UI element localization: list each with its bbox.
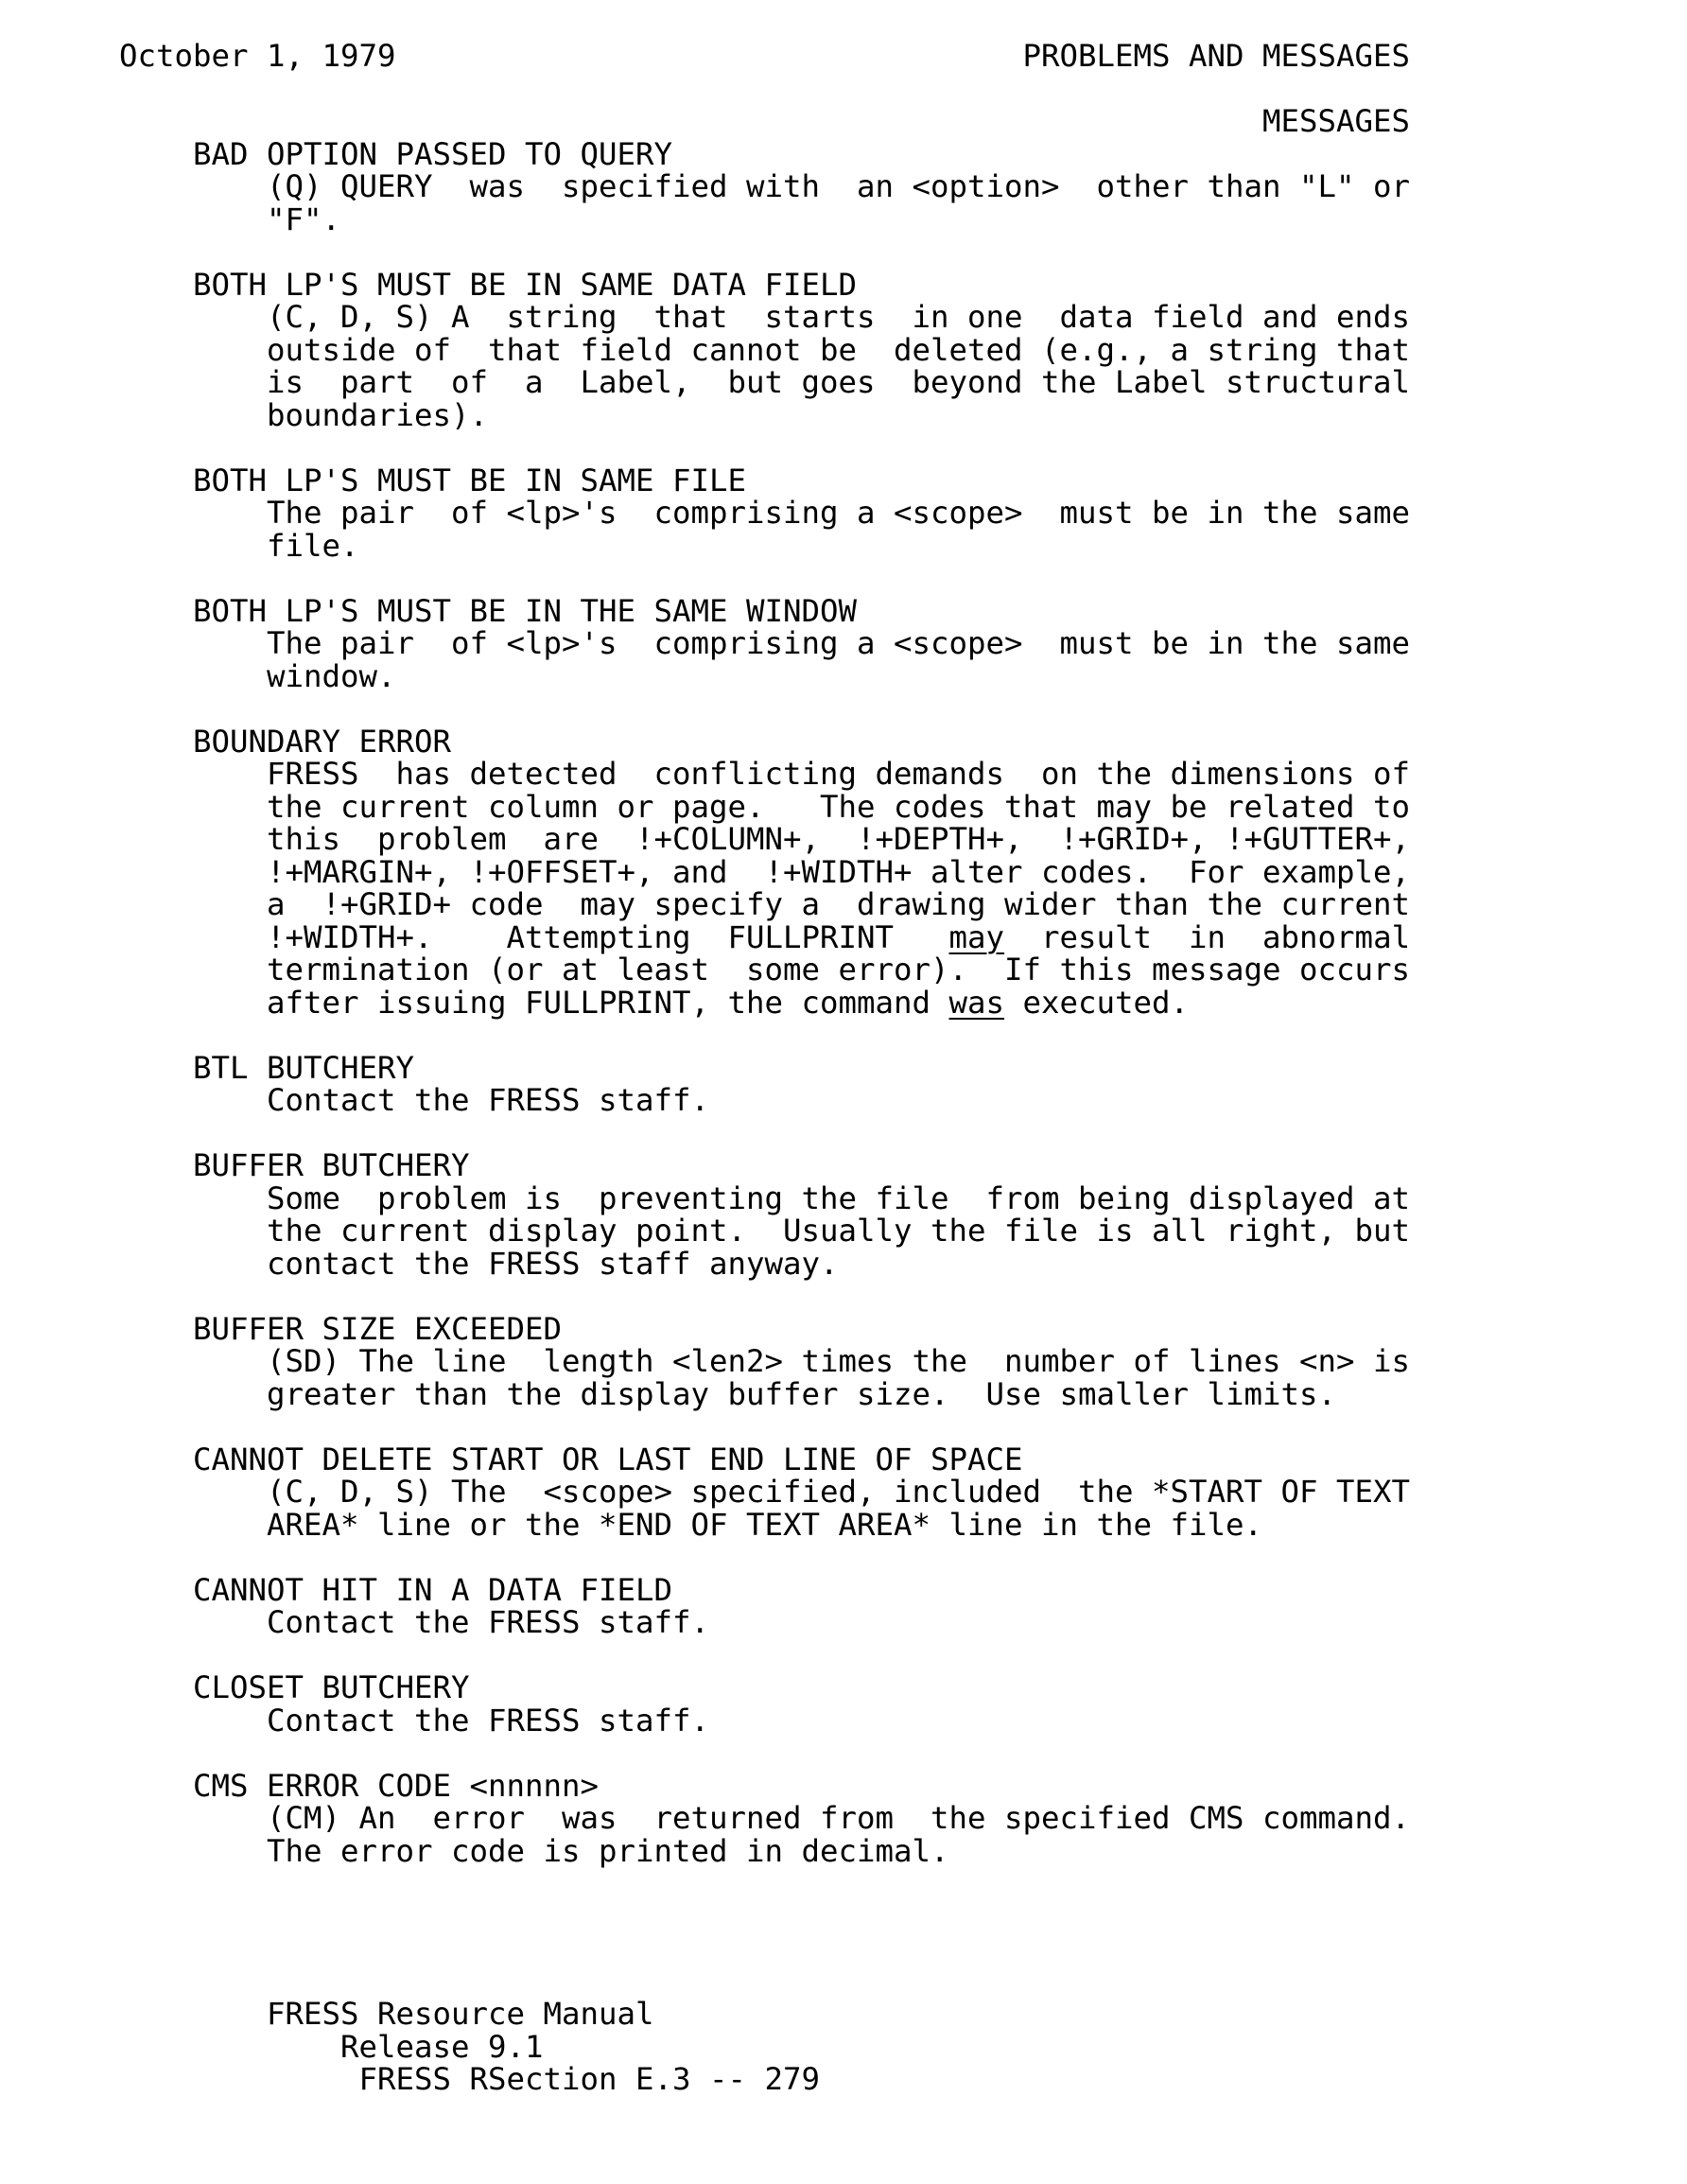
message-body-line: AREA* line or the *END OF TEXT AREA* line in the file. (267, 1506, 1263, 1543)
entries (119, 135, 1687, 1900)
footer-manual-title: FRESS Resource Manual (267, 1996, 654, 2032)
footer-section-page: FRESS RSection E.3 -- 279 (358, 2061, 821, 2097)
blank-line (119, 431, 1687, 464)
underlined-word: may (948, 918, 1005, 955)
page-header-row-2 (119, 73, 1411, 139)
header-date: October 1, 1979 (119, 38, 396, 74)
blank-line (119, 1639, 1687, 1672)
message-title: BUFFER BUTCHERY (193, 1147, 470, 1183)
message-title: BAD OPTION PASSED TO QUERY (193, 135, 673, 172)
blank-line (119, 236, 1687, 269)
message-body-line: this problem are !+COLUMN+, !+DEPTH+, !+GRID+, !+GUTTER+, (267, 821, 1411, 857)
message-body-line: (C, D, S) A string that starts in one data field and ends (267, 299, 1411, 335)
message-body-line: Contact the FRESS staff. (267, 1702, 710, 1738)
message-title: CANNOT HIT IN A DATA FIELD (193, 1571, 673, 1608)
header-title-line1: PROBLEMS AND MESSAGES (1022, 38, 1411, 74)
blank-line (119, 105, 1687, 138)
message-body-line: The error code is printed in decimal. (267, 1832, 949, 1869)
message-body-line: the current column or page. The codes that may be related to (267, 788, 1411, 825)
message-body-line: (C, D, S) The <scope> specified, included the *START OF TEXT (267, 1474, 1411, 1510)
message-body-line: !+WIDTH+. Attempting FULLPRINT may result in abnormal (267, 918, 1411, 955)
message-body-line: !+MARGIN+, !+OFFSET+, and !+WIDTH+ alter codes. For example, (267, 853, 1411, 890)
message-body-line: The pair of <lp>'s comprising a <scope> must be in the same (267, 495, 1411, 531)
page-header-row-1 (119, 40, 1410, 73)
message-body-line: termination (or at least some error). If this message occurs (267, 952, 1411, 987)
message-title: CANNOT DELETE START OR LAST END LINE OF SPACE (193, 1441, 1023, 1477)
footer-release: Release 9.1 (340, 2028, 544, 2065)
blank-line (119, 1117, 1687, 1150)
message-body-line: boundaries). (267, 396, 489, 433)
message-title: CMS ERROR CODE <nnnnn> (193, 1767, 600, 1804)
page-footer (119, 1966, 1687, 2097)
blank-line (119, 1737, 1687, 1770)
message-body-line: a !+GRID+ code may specify a drawing wider than the current (267, 886, 1411, 922)
message-title: BOUNDARY ERROR (193, 723, 452, 760)
message-body-line: outside of that field cannot be deleted (e.g., a string that (267, 331, 1411, 368)
message-body-line: Contact the FRESS staff. (267, 1082, 710, 1118)
blank-line (119, 692, 1687, 725)
blank-line (119, 1541, 1687, 1574)
blank-line (119, 1280, 1687, 1313)
message-title: BOTH LP'S MUST BE IN SAME DATA FIELD (193, 266, 858, 303)
message-body-line: the current display point. Usually the file is all right, but (267, 1213, 1411, 1249)
message-title: BOTH LP'S MUST BE IN SAME FILE (193, 462, 747, 498)
message-body-line: FRESS has detected conflicting demands on the dimensions of (267, 756, 1411, 792)
message-title: BUFFER SIZE EXCEEDED (193, 1310, 563, 1347)
blank-line (119, 1867, 1687, 1900)
message-body-line: "F". (267, 201, 341, 237)
message-body-line: (CM) An error was returned from the specified CMS command. (267, 1800, 1411, 1836)
message-body-line: (Q) QUERY was specified with an <option> other than "L" or (267, 168, 1411, 204)
blank-line (119, 562, 1687, 595)
blank-line (119, 1019, 1687, 1052)
message-body-line: contact the FRESS staff anyway. (267, 1245, 839, 1282)
message-title: BTL BUTCHERY (193, 1049, 415, 1086)
message-body-line: file. (267, 527, 359, 564)
underlined-word: was (948, 984, 1005, 1021)
message-title: CLOSET BUTCHERY (193, 1669, 470, 1705)
message-body-line: Contact the FRESS staff. (267, 1604, 710, 1640)
header-title-line2: MESSAGES (1262, 103, 1411, 139)
message-title: BOTH LP'S MUST BE IN THE SAME WINDOW (193, 592, 858, 629)
message-body-line: window. (267, 657, 396, 694)
message-body-line: after issuing FULLPRINT, the command was executed. (267, 984, 1190, 1021)
message-body-line: The pair of <lp>'s comprising a <scope> must be in the same (267, 625, 1411, 661)
message-body-line: greater than the display buffer size. Use smaller limits. (267, 1375, 1337, 1412)
message-body-line: Some problem is preventing the file from being displayed at (267, 1179, 1411, 1216)
message-body-line: is part of a Label, but goes beyond the Label structural (267, 364, 1411, 400)
message-body-line: (SD) The line length <len2> times the number of lines <n> is (267, 1343, 1411, 1379)
blank-line (119, 1410, 1687, 1443)
